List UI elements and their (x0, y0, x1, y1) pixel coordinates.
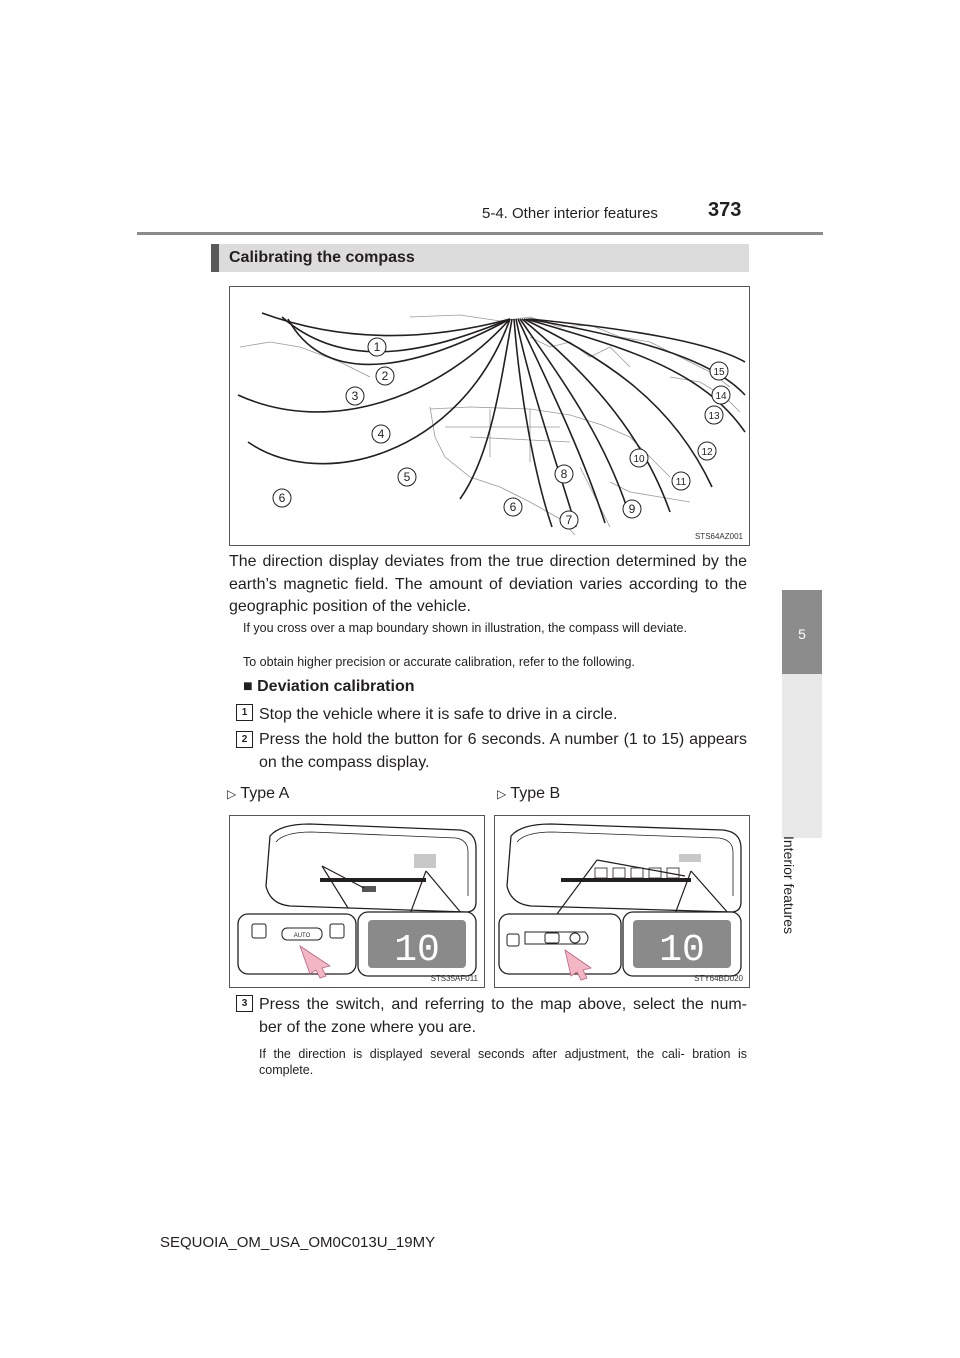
zone-map-figure (229, 286, 750, 546)
step-text: Press the switch, and referring to the map above, select the num- ber of the zone where you are. (259, 996, 747, 1036)
step-text: Stop the vehicle where it is safe to drive in a circle. (259, 706, 618, 723)
svg-text:11: 11 (675, 477, 687, 488)
svg-text:6: 6 (278, 491, 286, 505)
step-number: 1 (236, 704, 253, 721)
step-text: Press the hold the button for 6 seconds. A number (1 to 15) appears on the compass display. (259, 731, 747, 771)
svg-text:14: 14 (715, 391, 727, 402)
chapter-number: 5 (798, 626, 806, 642)
figure-code: STY64BD020 (694, 974, 743, 983)
zone-marker (555, 465, 573, 483)
auto-button-label: AUTO (293, 933, 311, 939)
zone-marker (560, 511, 578, 529)
header-rule (137, 232, 823, 235)
svg-text:3: 3 (351, 389, 359, 403)
step-number: 2 (236, 731, 253, 748)
zone-marker (346, 387, 364, 405)
mirror-illustration-b (495, 816, 749, 987)
svg-text:4: 4 (377, 427, 385, 441)
zone-map-illustration (230, 287, 749, 545)
zone-marker (712, 386, 730, 404)
compass-display-value: 10 (659, 929, 705, 972)
type-a-label: ▷ Type A (227, 785, 290, 802)
section-title: Calibrating the compass (229, 249, 415, 266)
type-a-figure (229, 815, 485, 988)
step-number: 3 (236, 995, 253, 1012)
svg-text:6: 6 (509, 500, 517, 514)
zone-marker (398, 468, 416, 486)
zone-marker (376, 367, 394, 385)
chapter-label: Interior features (781, 836, 797, 935)
section-title-bar (211, 244, 749, 272)
subsection-heading (243, 678, 415, 696)
mirror-illustration-a (230, 816, 484, 987)
note-boundary: If you cross over a map boundary shown in illustration, the compass will deviate. (243, 621, 687, 635)
figure-code: STS64AZ001 (694, 532, 743, 541)
note-precision: To obtain higher precision or accurate calibration, refer to the following. (243, 655, 635, 669)
zone-markers (273, 338, 730, 529)
svg-text:13: 13 (708, 411, 720, 422)
intro-paragraph: The direction display deviates from the true direction determined by the earth’s magnetic field. The amount of deviation varies according to the geographic position of the vehicle. (229, 553, 747, 615)
svg-text:1: 1 (373, 340, 381, 354)
zone-marker (698, 442, 716, 460)
svg-text:7: 7 (565, 513, 573, 527)
zone-marker (705, 406, 723, 424)
svg-text:12: 12 (701, 447, 713, 458)
compass-display-value: 10 (394, 929, 440, 972)
svg-text:8: 8 (560, 467, 568, 481)
svg-text:5: 5 (403, 470, 411, 484)
final-note: If the direction is displayed several seconds after adjustment, the cali- bration is complete. (259, 1047, 747, 1077)
zone-marker (630, 449, 648, 467)
section-header: 5-4. Other interior features (482, 205, 658, 222)
type-b-figure (494, 815, 750, 988)
svg-text:9: 9 (628, 502, 636, 516)
type-b-label: ▷ Type B (497, 785, 561, 802)
zone-marker (368, 338, 386, 356)
zone-marker (623, 500, 641, 518)
svg-text:15: 15 (713, 367, 725, 378)
zone-marker (672, 472, 690, 490)
bullet-square: ■ (243, 678, 253, 695)
svg-text:2: 2 (381, 369, 389, 383)
zone-marker (273, 489, 291, 507)
page-number: 373 (708, 199, 742, 221)
chapter-tab-light (782, 674, 822, 838)
zone-marker (710, 362, 728, 380)
footer-code: SEQUOIA_OM_USA_OM0C013U_19MY (160, 1234, 436, 1251)
subsection-title: Deviation calibration (257, 678, 415, 695)
zone-marker (372, 425, 390, 443)
zone-marker (504, 498, 522, 516)
figure-code: STS35AF011 (430, 974, 478, 983)
svg-text:10: 10 (633, 454, 645, 465)
